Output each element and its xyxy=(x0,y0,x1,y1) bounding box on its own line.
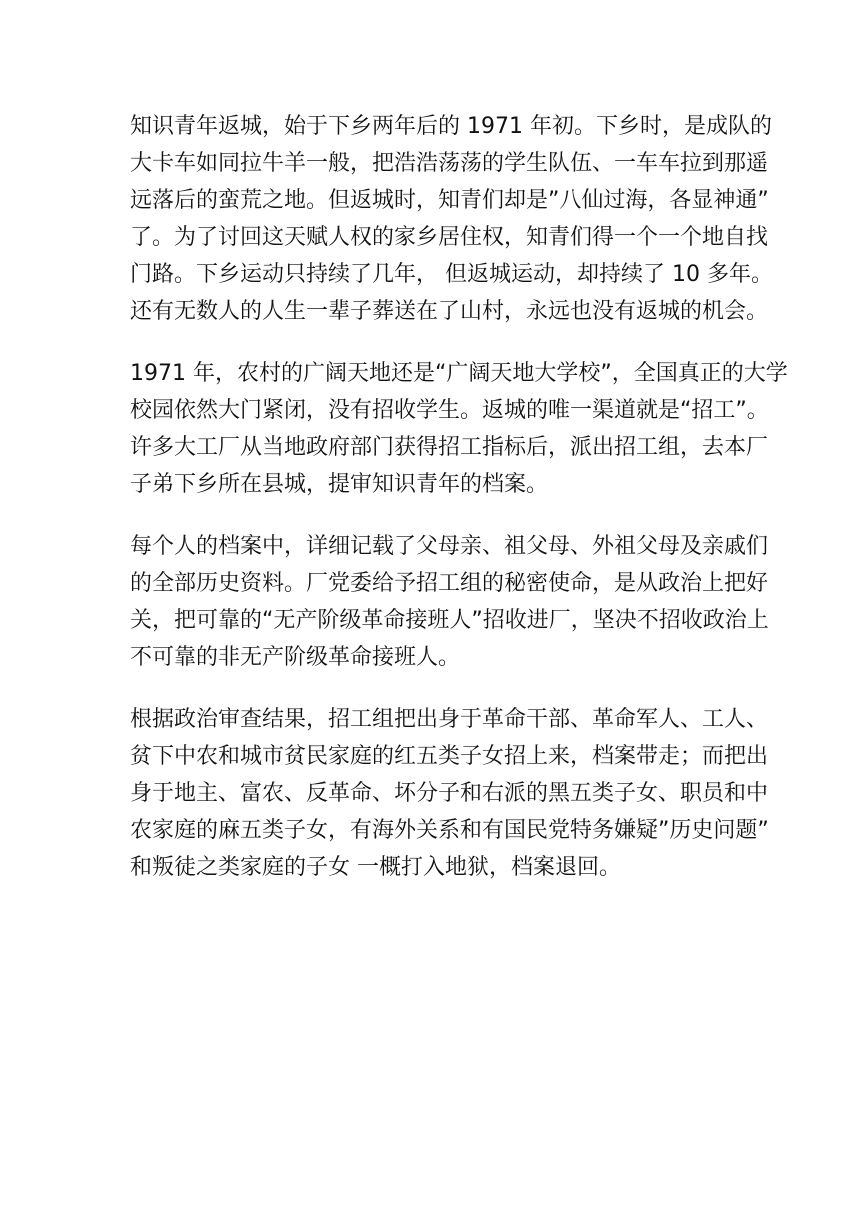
paragraph-2 xyxy=(130,355,788,503)
paragraph-line: 每个人的档案中，详细记载了父母亲、祖父母、外祖父母及亲戚们 xyxy=(130,534,769,559)
paragraph-1 xyxy=(130,108,773,330)
paragraph-line: 子弟下乡所在县城，提审知识青年的档案。 xyxy=(130,472,549,497)
document-body xyxy=(130,108,788,911)
paragraph-line: 还有无数人的人生一辈子葬送在了山村，永远也没有返城的机会。 xyxy=(130,299,769,324)
paragraph-line: 大卡车如同拉牛羊一般，把浩浩荡荡的学生队伍、一车车拉到那遥 xyxy=(130,151,769,176)
paragraph-line: 农家庭的麻五类子女，有海外关系和有国民党特务嫌疑”历史问题” xyxy=(130,818,769,843)
paragraph-4 xyxy=(130,701,769,886)
paragraph-line: 的全部历史资料。厂党委给予招工组的秘密使命，是从政治上把好 xyxy=(130,571,769,596)
paragraph-line: 知识青年返城，始于下乡两年后的 1971 年初。下乡时，是成队的 xyxy=(130,114,772,139)
paragraph-line: 了。为了讨回这天赋人权的家乡居住权，知青们得一个一个地自找 xyxy=(130,225,769,250)
paragraph-line: 贫下中农和城市贫民家庭的红五类子女招上来，档案带走；而把出 xyxy=(130,744,769,769)
paragraph-line: 关，把可靠的“无产阶级革命接班人”招收进厂，坚决不招收政治上 xyxy=(130,608,769,633)
paragraph-3 xyxy=(130,528,769,676)
paragraph-line: 校园依然大门紧闭，没有招收学生。返城的唯一渠道就是“招工”。 xyxy=(130,398,769,423)
paragraph-line: 和叛徒之类家庭的子女 一概打入地狱，档案退回。 xyxy=(130,855,621,880)
paragraph-line: 根据政治审查结果，招工组把出身于革命干部、革命军人、工人、 xyxy=(130,707,769,732)
paragraph-line: 1971 年，农村的广阔天地还是“广阔天地大学校”，全国真正的大学 xyxy=(130,361,788,386)
paragraph-line: 远落后的蛮荒之地。但返城时，知青们却是”八仙过海，各显神通” xyxy=(130,188,769,213)
paragraph-line: 门路。下乡运动只持续了几年， 但返城运动，却持续了 10 多年。 xyxy=(130,262,773,287)
paragraph-line: 身于地主、富农、反革命、坏分子和右派的黑五类子女、职员和中 xyxy=(130,781,769,806)
paragraph-line: 不可靠的非无产阶级革命接班人。 xyxy=(130,645,461,670)
paragraph-line: 许多大工厂从当地政府部门获得招工指标后，派出招工组，去本厂 xyxy=(130,435,769,460)
